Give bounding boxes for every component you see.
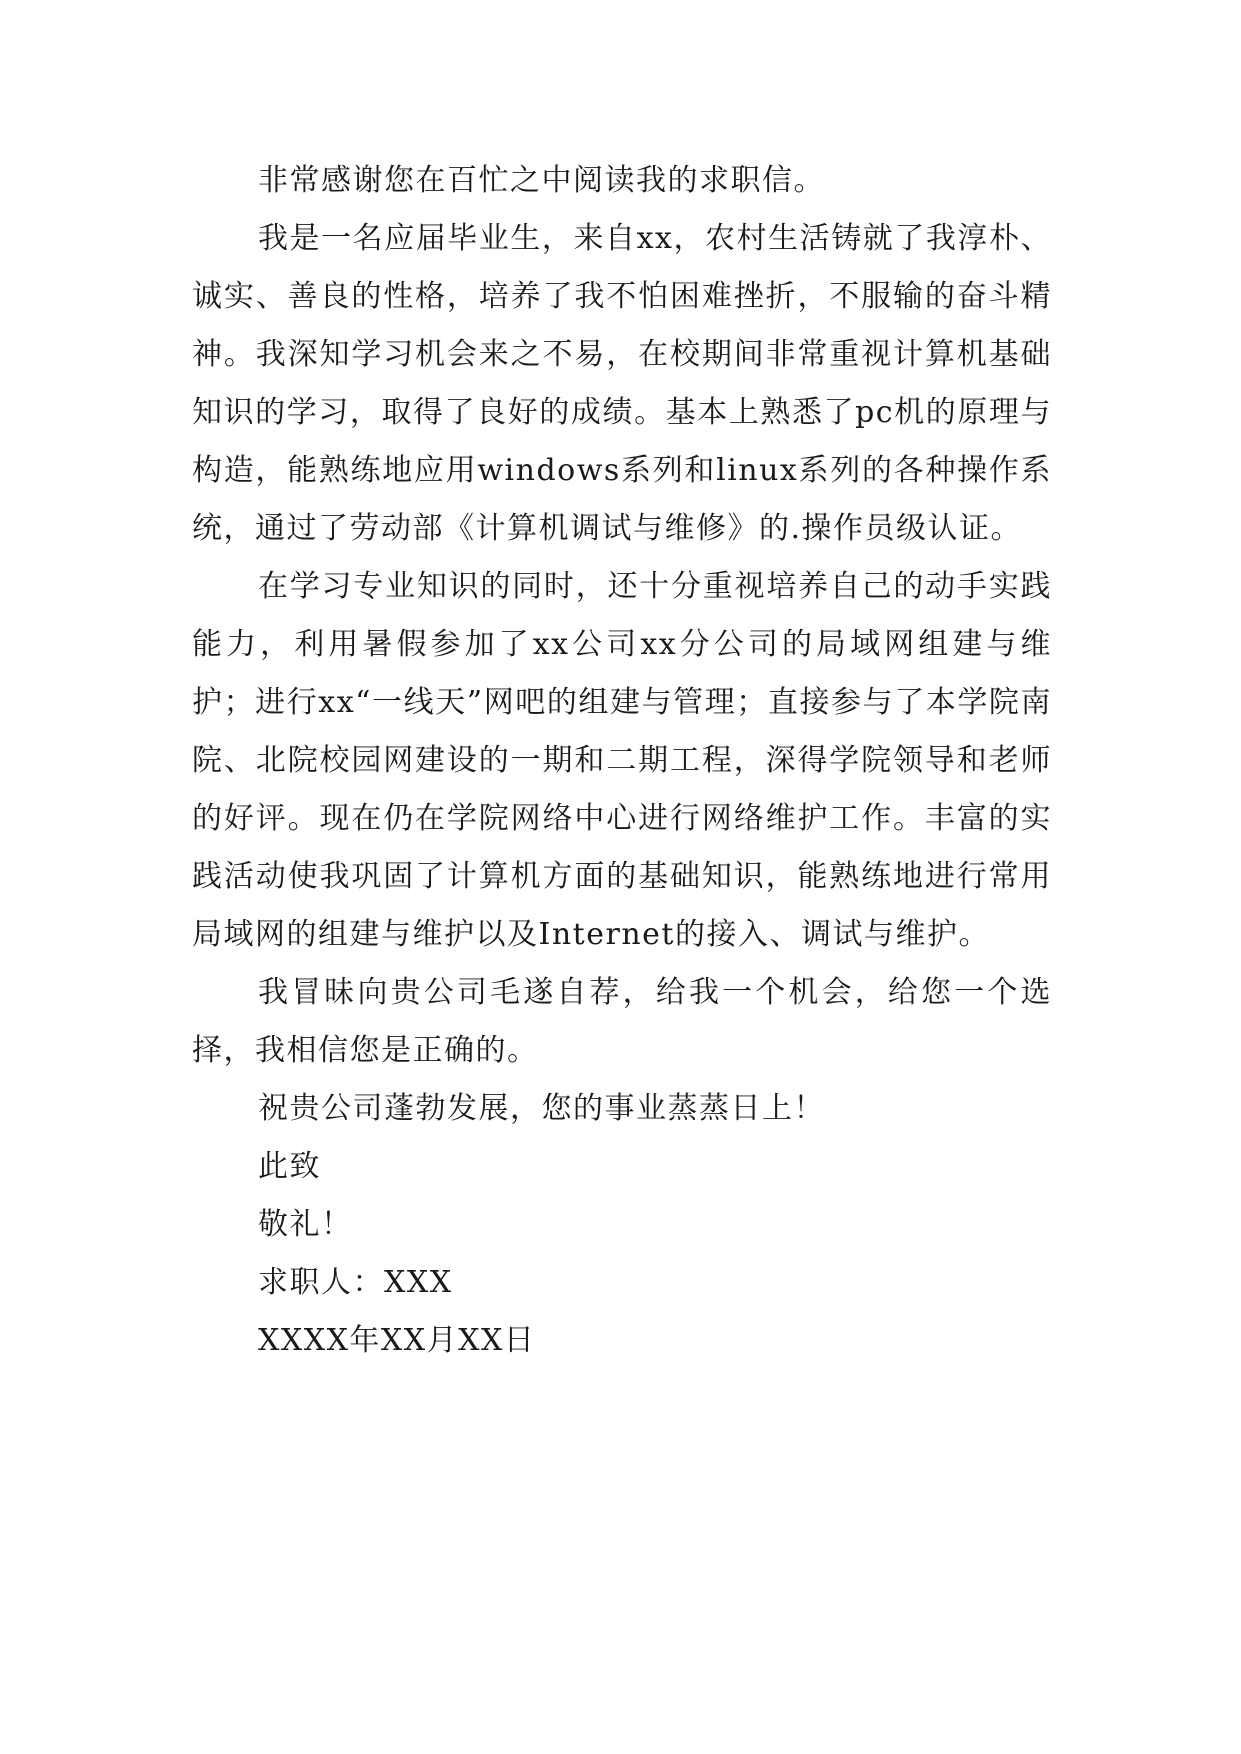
wishes-line: 祝贵公司蓬勃发展，您的事业蒸蒸日上！ [258, 1091, 825, 1126]
opening-paragraph: 非常感谢您在百忙之中阅读我的求职信。 [258, 163, 825, 198]
letter-body [192, 152, 1052, 1370]
signature-line: 求职人：XXX [258, 1265, 453, 1300]
closing-line: 此致 [258, 1149, 321, 1184]
self-recommendation-paragraph: 我冒昧向贵公司毛遂自荐，给我一个机会，给您一个选择，我相信您是正确的。 [192, 975, 1052, 1068]
background-paragraph: 我是一名应届毕业生，来自xx，农村生活铸就了我淳朴、诚实、善良的性格，培养了我不怕困难挫折，不服输的奋斗精神。我深知学习机会来之不易，在校期间非常重视计算机基础知识的学习，取得了良好的成绩。基本上熟悉了pc机的原理与构造，能熟练地应用windows系列和linux系列的各种操作系统，通过了劳动部《计算机调试与维修》的.操作员级认证。 [192, 221, 1052, 546]
date-line: XXXX年XX月XX日 [258, 1323, 536, 1358]
salutation-line: 敬礼！ [258, 1207, 353, 1242]
experience-paragraph: 在学习专业知识的同时，还十分重视培养自己的动手实践能力，利用暑假参加了xx公司xx分公司的局域网组建与维护；进行xx“一线天”网吧的组建与管理；直接参与了本学院南院、北院校园网建设的一期和二期工程，深得学院领导和老师的好评。现在仍在学院网络中心进行网络维护工作。丰富的实践活动使我巩固了计算机方面的基础知识，能熟练地进行常用局域网的组建与维护以及Internet的接入、调试与维护。 [192, 569, 1052, 952]
